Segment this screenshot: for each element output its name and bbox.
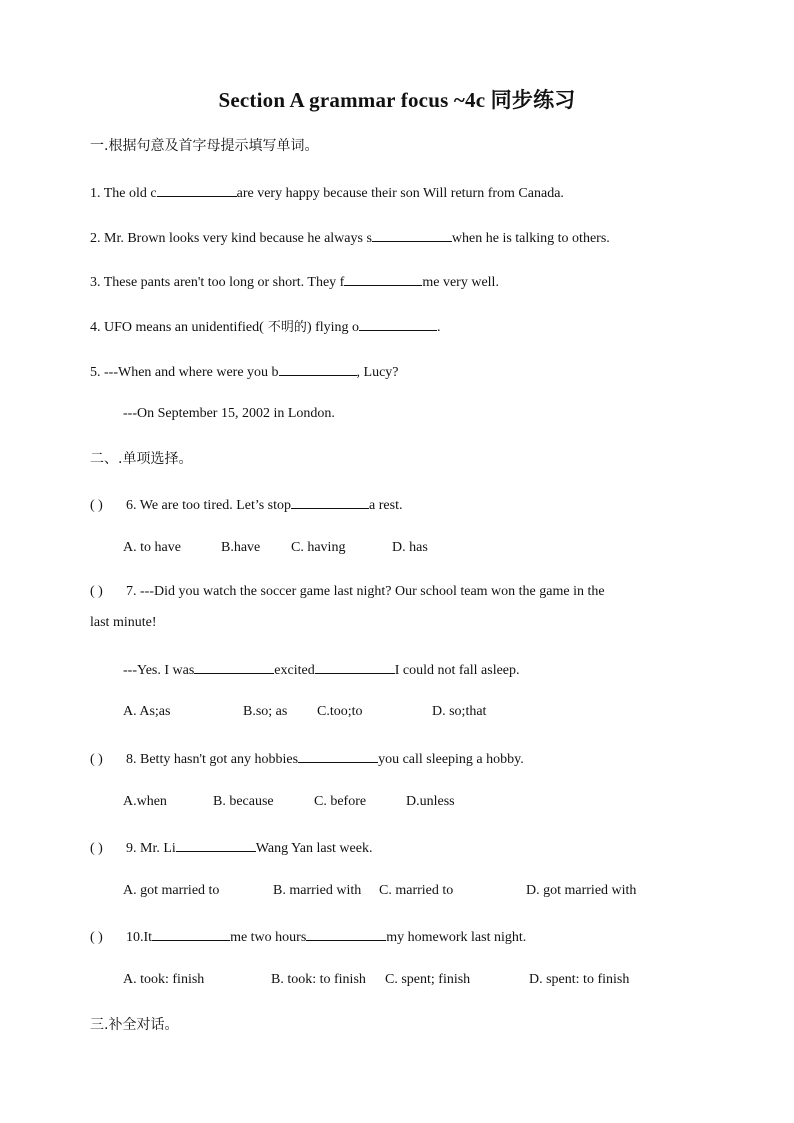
question-4-blank[interactable]	[359, 316, 437, 331]
question-10	[90, 926, 526, 947]
question-8-option-c[interactable]: C. before	[314, 794, 367, 809]
question-3-text-after: me very well.	[422, 275, 499, 290]
question-10-option-a[interactable]: A. took: finish	[123, 972, 205, 987]
question-3-text-before: 3. These pants aren't too long or short. They f	[90, 275, 345, 290]
page-title: Section A grammar focus ~4c 同步练习	[218, 88, 576, 112]
question-5-text-after: , Lucy?	[356, 365, 399, 380]
question-8-text-before: 8. Betty hasn't got any hobbies	[126, 752, 299, 767]
question-8-blank	[298, 748, 378, 763]
question-10-text-after: my homework last night.	[386, 930, 527, 945]
question-2-text-before: 2. Mr. Brown looks very kind because he always s	[90, 231, 372, 246]
question-1-blank[interactable]	[157, 182, 237, 197]
question-10-blank-2	[306, 926, 386, 941]
question-7-answer-paren[interactable]: ( )	[90, 584, 103, 599]
question-7-blank-1	[194, 659, 274, 674]
question-7-reply-before: ---Yes. I was	[123, 663, 195, 678]
question-7-option-c[interactable]: C.too;to	[317, 704, 363, 719]
question-8	[90, 748, 524, 769]
section-heading-2: 二、.单项选择。	[90, 451, 193, 467]
question-7-option-b[interactable]: B.so; as	[243, 704, 288, 719]
question-7-reply-after: I could not fall asleep.	[394, 663, 520, 678]
question-10-option-b[interactable]: B. took: to finish	[271, 972, 366, 987]
question-7-option-a[interactable]: A. As;as	[123, 704, 171, 719]
question-7-text-line2: last minute!	[90, 615, 157, 630]
question-10-text-before: 10.It	[126, 930, 153, 945]
question-6-blank	[291, 494, 369, 509]
question-2-blank[interactable]	[372, 227, 452, 242]
question-6-option-b[interactable]: B.have	[221, 540, 261, 555]
question-10-blank-1	[152, 926, 230, 941]
question-7	[90, 583, 605, 601]
question-9-option-a[interactable]: A. got married to	[123, 883, 220, 898]
question-4-text-mid: ) flying o	[306, 320, 360, 335]
question-2	[90, 227, 610, 248]
question-8-option-d[interactable]: D.unless	[406, 794, 455, 809]
question-9-answer-paren[interactable]: ( )	[90, 841, 103, 856]
question-4-text-after: .	[437, 320, 441, 335]
question-6-option-c[interactable]: C. having	[291, 540, 346, 555]
question-4-hint: 不明的	[263, 320, 307, 335]
question-10-answer-paren[interactable]: ( )	[90, 930, 103, 945]
question-8-answer-paren[interactable]: ( )	[90, 752, 103, 767]
question-7-blank-2	[315, 659, 395, 674]
question-9-text-before: 9. Mr. Li	[126, 841, 176, 856]
question-6-answer-paren[interactable]: ( )	[90, 498, 103, 513]
question-10-text-mid: me two hours	[230, 930, 307, 945]
question-6-text-after: a rest.	[369, 498, 403, 513]
section-heading-1: 一.根据句意及首字母提示填写单词。	[90, 138, 319, 154]
question-6-option-d[interactable]: D. has	[392, 540, 428, 555]
question-7-option-d[interactable]: D. so;that	[432, 704, 487, 719]
question-7-text-line1: 7. ---Did you watch the soccer game last night? Our school team won the game in the	[126, 584, 605, 599]
question-10-option-c[interactable]: C. spent; finish	[385, 972, 471, 987]
question-9-option-b[interactable]: B. married with	[273, 883, 362, 898]
question-6-text-before: 6. We are too tired. Let’s stop	[126, 498, 292, 513]
question-5-blank[interactable]	[279, 361, 357, 376]
question-10-option-d[interactable]: D. spent: to finish	[529, 972, 630, 987]
question-8-option-a[interactable]: A.when	[123, 794, 167, 809]
question-1	[90, 182, 564, 203]
question-8-text-after: you call sleeping a hobby.	[378, 752, 524, 767]
question-9-blank	[176, 837, 256, 852]
question-1-text-before: 1. The old c	[90, 186, 157, 201]
question-6	[90, 494, 402, 515]
question-5-text-before: 5. ---When and where were you b	[90, 365, 279, 380]
question-2-text-after: when he is talking to others.	[451, 231, 610, 246]
question-3-blank[interactable]	[344, 271, 422, 286]
question-9-text-after: Wang Yan last week.	[255, 841, 373, 856]
question-5-answer: ---On September 15, 2002 in London.	[123, 406, 335, 421]
question-5	[90, 361, 399, 382]
question-9	[90, 837, 372, 858]
section-heading-3: 三.补全对话。	[90, 1017, 179, 1033]
question-7-reply	[123, 659, 520, 680]
question-8-option-b[interactable]: B. because	[213, 794, 274, 809]
question-4	[90, 316, 441, 337]
question-1-text-after: are very happy because their son Will return from Canada.	[236, 186, 564, 201]
question-9-option-d[interactable]: D. got married with	[526, 883, 637, 898]
question-9-option-c[interactable]: C. married to	[379, 883, 454, 898]
question-7-reply-mid: excited	[274, 663, 315, 678]
question-3	[90, 271, 499, 292]
question-6-option-a[interactable]: A. to have	[123, 540, 181, 555]
question-4-text-before: 4. UFO means an unidentified(	[90, 320, 264, 335]
